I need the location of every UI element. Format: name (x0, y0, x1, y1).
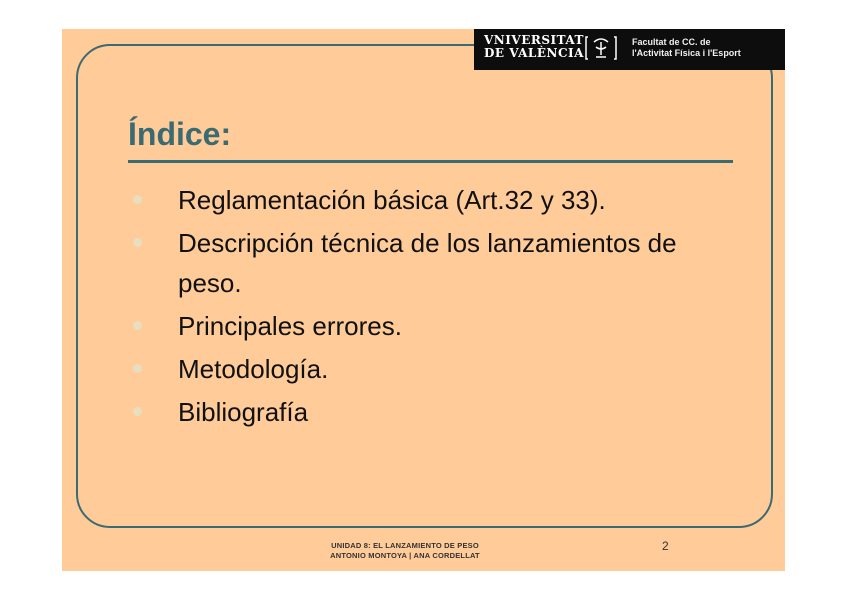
list-item-text: Reglamentación básica (Art.32 y 33). (178, 185, 606, 215)
footer-unit-title: UNIDAD 8: EL LANZAMIENTO DE PESO (331, 541, 479, 550)
university-name-line1: VNIVERSITAT (484, 33, 584, 47)
slide-footer (250, 541, 560, 561)
university-name-line2: DE VALÈNCIA (484, 46, 584, 60)
list-item (128, 392, 728, 432)
bullet-dot-icon (133, 238, 142, 247)
faculty-name-line2: l'Activitat Física i l'Esport (632, 48, 741, 58)
bullet-dot-icon (133, 321, 142, 330)
university-logo-icon (584, 33, 618, 63)
faculty-name-line1: Facultat de CC. de (632, 37, 711, 47)
university-name (484, 34, 584, 60)
list-item-text: Metodología. (178, 354, 329, 384)
list-item (128, 306, 728, 346)
slide-title: Índice: (128, 116, 232, 152)
list-item-text: Bibliografía (178, 397, 309, 427)
title-underline (128, 160, 733, 163)
list-item (128, 349, 728, 389)
list-item (128, 180, 728, 220)
page-number: 2 (662, 539, 669, 553)
bullet-dot-icon (133, 364, 142, 373)
bullet-dot-icon (133, 195, 142, 204)
faculty-name (632, 37, 741, 59)
footer-authors: ANTONIO MONTOYA | ANA CORDELLAT (330, 551, 480, 560)
list-item (128, 223, 728, 303)
index-list (128, 180, 728, 435)
university-header (474, 29, 785, 70)
list-item-text: Descripción técnica de los lanzamientos de peso. (178, 228, 677, 298)
list-item-text: Principales errores. (178, 311, 402, 341)
bullet-dot-icon (133, 407, 142, 416)
